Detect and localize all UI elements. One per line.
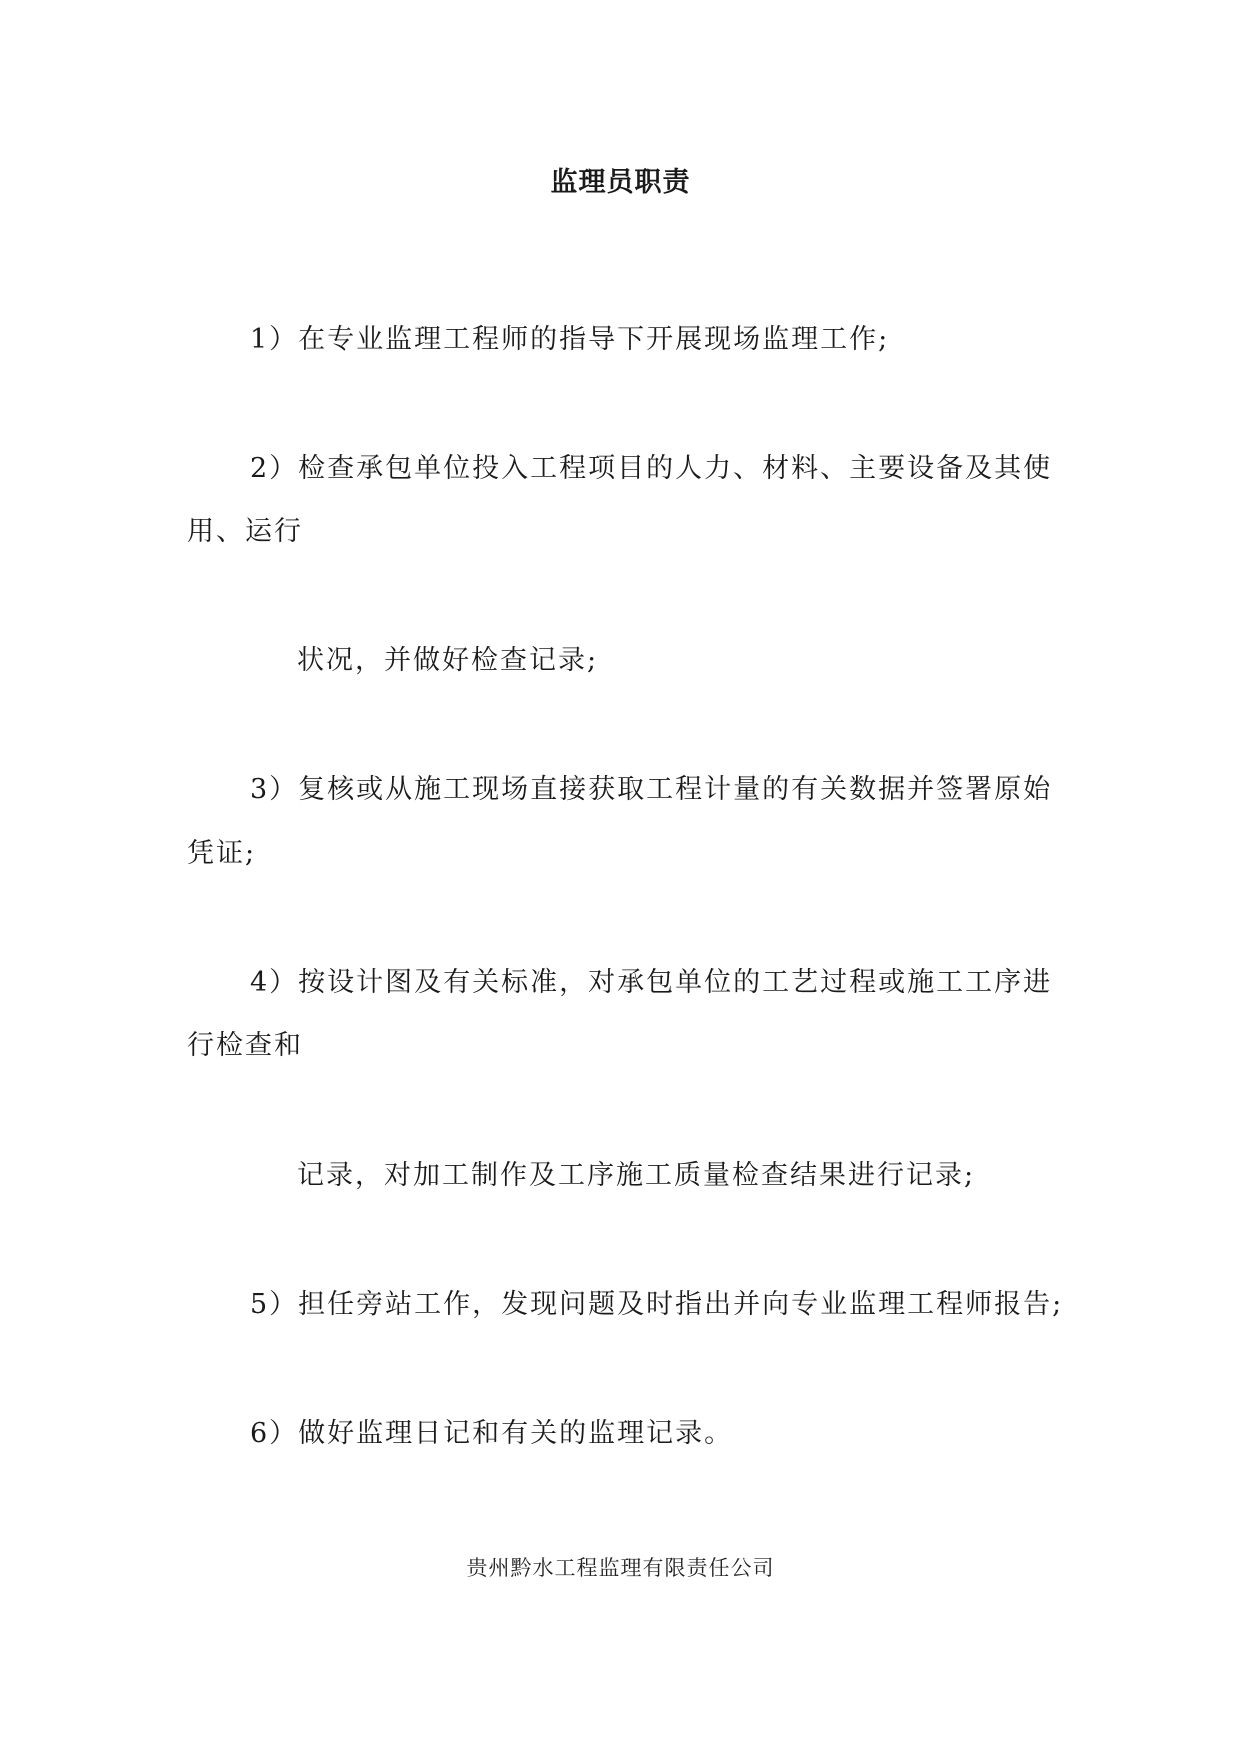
duty-item-4-continuation: 行检查和 xyxy=(187,1030,303,1061)
duty-item-6: 6）做好监理日记和有关的监理记录。 xyxy=(250,1418,734,1449)
duty-item-1: 1）在专业监理工程师的指导下开展现场监理工作; xyxy=(250,324,890,355)
duty-item-2-continuation: 用、运行 xyxy=(187,516,303,547)
duty-item-3: 3）复核或从施工现场直接获取工程计量的有关数据并签署原始 xyxy=(250,774,1053,805)
duty-item-4: 4）按设计图及有关标准，对承包单位的工艺过程或施工工序进 xyxy=(250,967,1053,998)
duty-item-4-continuation-indented: 记录，对加工制作及工序施工质量检查结果进行记录; xyxy=(297,1160,976,1191)
duty-item-3-continuation: 凭证; xyxy=(187,838,257,869)
page-title: 监理员职责 xyxy=(550,167,691,198)
company-footer: 贵州黔水工程监理有限责任公司 xyxy=(466,1556,775,1580)
duty-item-2: 2）检查承包单位投入工程项目的人力、材料、主要设备及其使 xyxy=(250,453,1053,484)
duty-item-5: 5）担任旁站工作，发现问题及时指出并向专业监理工程师报告; xyxy=(250,1289,1064,1320)
duty-item-2-continuation-indented: 状况，并做好检查记录; xyxy=(297,645,599,676)
